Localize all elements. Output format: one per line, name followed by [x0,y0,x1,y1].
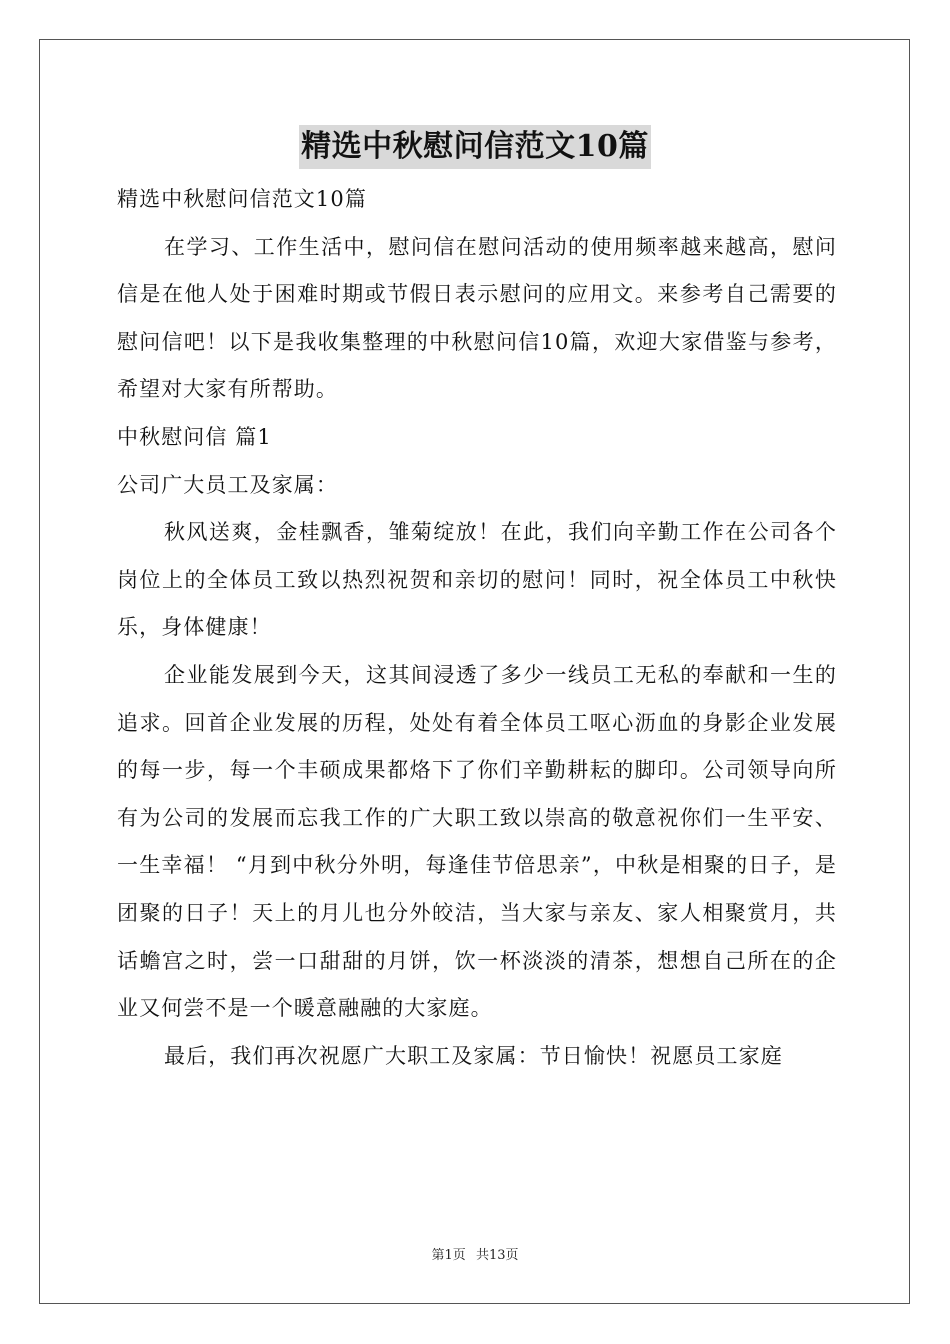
body-paragraph: 最后，我们再次祝愿广大职工及家属：节日愉快！祝愿员工家庭 [164,1043,783,1068]
document-body [117,176,837,1080]
page-footer [0,1247,950,1265]
page-total: 共13页 [475,1248,519,1263]
document-subtitle: 精选中秋慰问信范文10篇 [117,187,367,211]
intro-paragraph: 在学习、工作生活中，慰问信在慰问活动的使用频率越来越高，慰问信是在他人处于困难时期或节假日表示慰问的应用文。来参考自己需要的慰问信吧！以下是我收集整理的中秋慰问信10篇，欢迎大家借鉴与参考，希望对大家有所帮助。 [117,234,837,402]
title-area [0,125,950,169]
body-paragraph: 企业能发展到今天，这其间浸透了多少一线员工无私的奉献和一生的追求。回首企业发展的历程，处处有着全体员工呕心沥血的身影企业发展的每一步，每一个丰硕成果都烙下了你们辛勤耕耘的脚印。公司领导向所有为公司的发展而忘我工作的广大职工致以崇高的敬意祝你们一生平安、一生幸福！ “月到中秋分外明，每逢佳节倍思亲”，中秋是相聚的日子，是团聚的日子！天上的月儿也分外皎洁，当大家与亲友、家人相聚赏月，共话蟾宫之时，尝一口甜甜的月饼，饮一杯淡淡的清茶，想想自己所在的企业又何尝不是一个暖意融融的大家庭。 [117,662,837,1021]
letter-salutation: 公司广大员工及家属： [117,472,338,497]
document-title: 精选中秋慰问信范文10篇 [299,125,651,169]
section-heading: 中秋慰问信 篇1 [117,424,272,449]
page-number: 第1页 [431,1248,466,1263]
body-paragraph: 秋风送爽，金桂飘香，雏菊绽放！在此，我们向辛勤工作在公司各个岗位上的全体员工致以热烈祝贺和亲切的慰问！同时，祝全体员工中秋快乐，身体健康！ [117,520,837,640]
